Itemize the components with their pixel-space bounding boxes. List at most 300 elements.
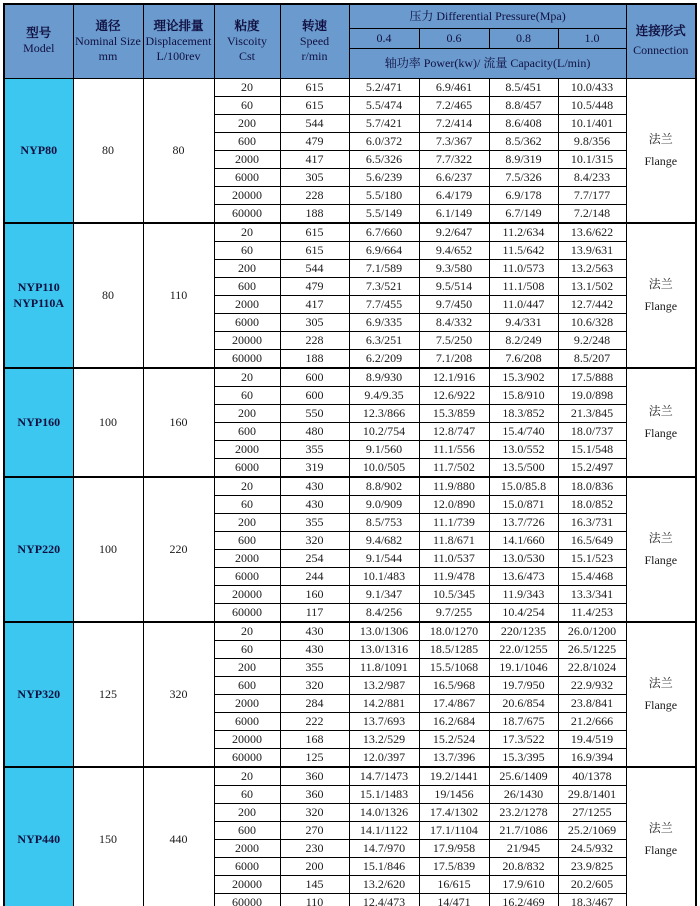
power-capacity-cell-0.6: 8.4/332 [419, 313, 489, 331]
power-capacity-cell-0.6: 9.3/580 [419, 259, 489, 277]
power-capacity-cell-0.4: 9.4/9.35 [349, 386, 419, 404]
power-capacity-cell-1.0: 8.5/207 [558, 349, 626, 368]
table-row [4, 78, 696, 96]
power-capacity-cell-0.8: 13.7/726 [489, 513, 558, 531]
header-pressure-value-3: 1.0 [558, 28, 626, 48]
connection-cell [626, 477, 696, 622]
power-capacity-cell-1.0: 22.9/932 [558, 676, 626, 694]
speed-cell: 615 [280, 241, 349, 259]
header-displacement-en: Displacement [145, 33, 212, 48]
speed-cell: 615 [280, 78, 349, 96]
power-capacity-cell-1.0: 16.5/649 [558, 531, 626, 549]
power-capacity-cell-0.4: 15.1/846 [349, 857, 419, 875]
power-capacity-cell-0.8: 21/945 [489, 839, 558, 857]
power-capacity-cell-1.0: 13.2/563 [558, 259, 626, 277]
power-capacity-cell-0.4: 13.0/1316 [349, 640, 419, 658]
displacement-cell: 440 [143, 767, 214, 906]
power-capacity-cell-1.0: 9.8/356 [558, 132, 626, 150]
speed-cell: 479 [280, 277, 349, 295]
power-capacity-cell-0.6: 19.2/1441 [419, 767, 489, 786]
viscosity-cell: 60000 [214, 893, 280, 906]
power-capacity-cell-0.8: 8.2/249 [489, 331, 558, 349]
speed-cell: 244 [280, 567, 349, 585]
power-capacity-cell-1.0: 22.8/1024 [558, 658, 626, 676]
header-pressure-value-2: 0.8 [489, 28, 558, 48]
power-capacity-cell-1.0: 24.5/932 [558, 839, 626, 857]
viscosity-cell: 2000 [214, 295, 280, 313]
displacement-cell: 110 [143, 223, 214, 368]
power-capacity-cell-0.4: 7.7/455 [349, 295, 419, 313]
power-capacity-cell-0.6: 14/471 [419, 893, 489, 906]
model-label: NYP320 [17, 687, 61, 701]
connection-zh: 法兰 [648, 132, 673, 146]
power-capacity-cell-1.0: 11.4/253 [558, 603, 626, 622]
power-capacity-cell-0.4: 12.4/473 [349, 893, 419, 906]
speed-cell: 305 [280, 168, 349, 186]
header-nominal-zh: 通径 [95, 18, 121, 33]
power-capacity-cell-0.4: 9.1/560 [349, 440, 419, 458]
power-capacity-cell-1.0: 15.1/548 [558, 440, 626, 458]
power-capacity-cell-1.0: 20.2/605 [558, 875, 626, 893]
nominal-size-cell: 100 [73, 368, 143, 477]
speed-cell: 615 [280, 223, 349, 242]
power-capacity-cell-0.8: 15.0/85.8 [489, 477, 558, 496]
viscosity-cell: 20000 [214, 730, 280, 748]
speed-cell: 168 [280, 730, 349, 748]
header-viscosity-unit: Cst [238, 48, 255, 63]
speed-cell: 430 [280, 495, 349, 513]
power-capacity-cell-0.8: 13.0/530 [489, 549, 558, 567]
power-capacity-cell-0.6: 9.7/450 [419, 295, 489, 313]
power-capacity-cell-1.0: 19.4/519 [558, 730, 626, 748]
connection-zh: 法兰 [648, 676, 673, 690]
speed-cell: 305 [280, 313, 349, 331]
power-capacity-cell-0.6: 6.4/179 [419, 186, 489, 204]
power-capacity-cell-0.8: 21.7/1086 [489, 821, 558, 839]
power-capacity-cell-1.0: 16.9/394 [558, 748, 626, 767]
speed-cell: 319 [280, 458, 349, 477]
table-row [4, 477, 696, 496]
viscosity-cell: 2000 [214, 549, 280, 567]
power-capacity-cell-1.0: 23.8/841 [558, 694, 626, 712]
header-viscosity-en: Viscoity [227, 33, 267, 48]
power-capacity-cell-0.8: 18.7/675 [489, 712, 558, 730]
power-capacity-cell-0.8: 11.9/343 [489, 585, 558, 603]
connection-en: Flange [644, 154, 678, 168]
viscosity-cell: 6000 [214, 567, 280, 585]
power-capacity-cell-1.0: 7.7/177 [558, 186, 626, 204]
viscosity-cell: 60000 [214, 349, 280, 368]
speed-cell: 355 [280, 658, 349, 676]
model-label: NYP440 [17, 832, 61, 846]
power-capacity-cell-0.6: 17.9/958 [419, 839, 489, 857]
speed-cell: 228 [280, 331, 349, 349]
power-capacity-cell-0.4: 5.5/149 [349, 204, 419, 223]
viscosity-cell: 200 [214, 114, 280, 132]
speed-cell: 117 [280, 603, 349, 622]
power-capacity-cell-1.0: 13.9/631 [558, 241, 626, 259]
speed-cell: 417 [280, 150, 349, 168]
viscosity-cell: 60 [214, 386, 280, 404]
power-capacity-cell-1.0: 23.9/825 [558, 857, 626, 875]
power-capacity-cell-0.4: 13.2/987 [349, 676, 419, 694]
speed-cell: 254 [280, 549, 349, 567]
power-capacity-cell-0.4: 10.1/483 [349, 567, 419, 585]
speed-cell: 360 [280, 767, 349, 786]
power-capacity-cell-0.4: 5.7/421 [349, 114, 419, 132]
power-capacity-cell-0.4: 9.0/909 [349, 495, 419, 513]
header-speed-en: Speed [299, 33, 330, 48]
model-cell [4, 622, 73, 767]
power-capacity-cell-0.8: 17.3/522 [489, 730, 558, 748]
power-capacity-cell-0.6: 11.9/478 [419, 567, 489, 585]
power-capacity-cell-0.6: 9.7/255 [419, 603, 489, 622]
power-capacity-cell-0.6: 7.7/322 [419, 150, 489, 168]
power-capacity-cell-1.0: 27/1255 [558, 803, 626, 821]
table-row [4, 622, 696, 641]
viscosity-cell: 2000 [214, 694, 280, 712]
power-capacity-cell-1.0: 15.4/468 [558, 567, 626, 585]
model-cell [4, 223, 73, 368]
power-capacity-cell-1.0: 29.8/1401 [558, 785, 626, 803]
connection-en: Flange [644, 843, 678, 857]
power-capacity-cell-1.0: 19.0/898 [558, 386, 626, 404]
power-capacity-cell-0.6: 7.1/208 [419, 349, 489, 368]
viscosity-cell: 20000 [214, 331, 280, 349]
viscosity-cell: 200 [214, 658, 280, 676]
power-capacity-cell-0.8: 15.3/902 [489, 368, 558, 387]
viscosity-cell: 60000 [214, 204, 280, 223]
power-capacity-cell-1.0: 18.0/737 [558, 422, 626, 440]
power-capacity-cell-1.0: 26.0/1200 [558, 622, 626, 641]
power-capacity-cell-1.0: 18.3/467 [558, 893, 626, 906]
viscosity-cell: 2000 [214, 150, 280, 168]
power-capacity-cell-0.4: 14.0/1326 [349, 803, 419, 821]
power-capacity-cell-0.8: 8.6/408 [489, 114, 558, 132]
speed-cell: 417 [280, 295, 349, 313]
speed-cell: 320 [280, 531, 349, 549]
header-speed-unit: r/min [301, 48, 328, 63]
viscosity-cell: 6000 [214, 313, 280, 331]
header-speed [280, 4, 349, 78]
power-capacity-cell-0.6: 15.2/524 [419, 730, 489, 748]
header-connection [626, 4, 696, 78]
power-capacity-cell-0.8: 22.0/1255 [489, 640, 558, 658]
speed-cell: 355 [280, 513, 349, 531]
power-capacity-cell-0.8: 8.5/451 [489, 78, 558, 96]
power-capacity-cell-0.4: 8.9/930 [349, 368, 419, 387]
power-capacity-cell-0.8: 6.9/178 [489, 186, 558, 204]
power-capacity-cell-0.8: 11.1/508 [489, 277, 558, 295]
power-capacity-cell-0.8: 17.9/610 [489, 875, 558, 893]
power-capacity-cell-0.6: 9.2/647 [419, 223, 489, 242]
power-capacity-cell-0.8: 220/1235 [489, 622, 558, 641]
power-capacity-cell-0.4: 15.1/1483 [349, 785, 419, 803]
speed-cell: 230 [280, 839, 349, 857]
power-capacity-cell-0.8: 8.5/362 [489, 132, 558, 150]
header-nominal-size [73, 4, 143, 78]
power-capacity-cell-0.4: 9.1/347 [349, 585, 419, 603]
power-capacity-cell-0.6: 6.1/149 [419, 204, 489, 223]
viscosity-cell: 600 [214, 676, 280, 694]
speed-cell: 544 [280, 114, 349, 132]
viscosity-cell: 20 [214, 477, 280, 496]
power-capacity-cell-0.6: 6.9/461 [419, 78, 489, 96]
power-capacity-cell-0.8: 7.6/208 [489, 349, 558, 368]
speed-cell: 270 [280, 821, 349, 839]
viscosity-cell: 6000 [214, 712, 280, 730]
header-power-capacity: 轴功率 Power(kw)/ 流量 Capacity(L/min) [349, 48, 626, 78]
power-capacity-cell-0.6: 7.2/414 [419, 114, 489, 132]
nominal-size-cell: 80 [73, 78, 143, 223]
power-capacity-cell-0.6: 15.5/1068 [419, 658, 489, 676]
speed-cell: 145 [280, 875, 349, 893]
power-capacity-cell-0.4: 11.8/1091 [349, 658, 419, 676]
power-capacity-cell-0.8: 11.2/634 [489, 223, 558, 242]
speed-cell: 355 [280, 440, 349, 458]
connection-cell [626, 368, 696, 477]
power-capacity-cell-0.4: 5.6/239 [349, 168, 419, 186]
power-capacity-cell-0.8: 11.0/573 [489, 259, 558, 277]
nominal-size-cell: 80 [73, 223, 143, 368]
viscosity-cell: 20 [214, 78, 280, 96]
nominal-size-cell: 125 [73, 622, 143, 767]
power-capacity-cell-0.6: 11.0/537 [419, 549, 489, 567]
nominal-size-cell: 100 [73, 477, 143, 622]
power-capacity-cell-0.4: 13.2/529 [349, 730, 419, 748]
connection-en: Flange [644, 553, 678, 567]
power-capacity-cell-1.0: 9.2/248 [558, 331, 626, 349]
power-capacity-cell-0.4: 8.4/256 [349, 603, 419, 622]
power-capacity-cell-0.4: 12.3/866 [349, 404, 419, 422]
power-capacity-cell-1.0: 10.1/315 [558, 150, 626, 168]
power-capacity-cell-0.6: 10.5/345 [419, 585, 489, 603]
power-capacity-cell-0.8: 13.6/473 [489, 567, 558, 585]
power-capacity-cell-0.6: 18.5/1285 [419, 640, 489, 658]
header-pressure-title: 压力 Differential Pressure(Mpa) [349, 4, 626, 28]
power-capacity-cell-0.4: 6.9/664 [349, 241, 419, 259]
viscosity-cell: 600 [214, 132, 280, 150]
header-model-zh: 型号 [26, 26, 52, 41]
power-capacity-cell-0.6: 16.5/968 [419, 676, 489, 694]
power-capacity-cell-0.8: 13.5/500 [489, 458, 558, 477]
connection-zh: 法兰 [648, 531, 673, 545]
power-capacity-cell-0.4: 7.1/589 [349, 259, 419, 277]
power-capacity-cell-0.8: 18.3/852 [489, 404, 558, 422]
viscosity-cell: 20 [214, 223, 280, 242]
viscosity-cell: 20000 [214, 186, 280, 204]
power-capacity-cell-1.0: 13.3/341 [558, 585, 626, 603]
power-capacity-cell-0.8: 10.4/254 [489, 603, 558, 622]
power-capacity-cell-1.0: 25.2/1069 [558, 821, 626, 839]
viscosity-cell: 200 [214, 803, 280, 821]
power-capacity-cell-0.4: 5.5/180 [349, 186, 419, 204]
power-capacity-cell-0.6: 19/1456 [419, 785, 489, 803]
connection-zh: 法兰 [648, 277, 673, 291]
speed-cell: 480 [280, 422, 349, 440]
connection-cell [626, 78, 696, 223]
connection-en: Flange [644, 426, 678, 440]
speed-cell: 125 [280, 748, 349, 767]
header-pressure-value-0: 0.4 [349, 28, 419, 48]
header-connection-en: Connection [633, 43, 689, 58]
pump-spec-table [3, 3, 697, 906]
power-capacity-cell-0.6: 16/615 [419, 875, 489, 893]
power-capacity-cell-0.6: 7.3/367 [419, 132, 489, 150]
power-capacity-cell-0.6: 6.6/237 [419, 168, 489, 186]
viscosity-cell: 20 [214, 368, 280, 387]
power-capacity-cell-0.6: 15.3/859 [419, 404, 489, 422]
power-capacity-cell-0.8: 23.2/1278 [489, 803, 558, 821]
power-capacity-cell-0.6: 16.2/684 [419, 712, 489, 730]
speed-cell: 430 [280, 622, 349, 641]
power-capacity-cell-1.0: 16.3/731 [558, 513, 626, 531]
table-row [4, 767, 696, 786]
viscosity-cell: 6000 [214, 458, 280, 477]
viscosity-cell: 20 [214, 767, 280, 786]
viscosity-cell: 2000 [214, 839, 280, 857]
model-cell [4, 78, 73, 223]
power-capacity-cell-0.8: 8.9/319 [489, 150, 558, 168]
speed-cell: 615 [280, 96, 349, 114]
power-capacity-cell-1.0: 10.0/433 [558, 78, 626, 96]
connection-cell [626, 767, 696, 906]
viscosity-cell: 600 [214, 422, 280, 440]
power-capacity-cell-0.8: 15.8/910 [489, 386, 558, 404]
power-capacity-cell-0.6: 7.2/465 [419, 96, 489, 114]
power-capacity-cell-1.0: 17.5/888 [558, 368, 626, 387]
power-capacity-cell-0.6: 9.5/514 [419, 277, 489, 295]
viscosity-cell: 60000 [214, 603, 280, 622]
displacement-cell: 160 [143, 368, 214, 477]
speed-cell: 228 [280, 186, 349, 204]
power-capacity-cell-0.6: 11.8/671 [419, 531, 489, 549]
viscosity-cell: 200 [214, 259, 280, 277]
header-nominal-unit: mm [98, 48, 118, 63]
power-capacity-cell-0.8: 7.5/326 [489, 168, 558, 186]
power-capacity-cell-1.0: 18.0/836 [558, 477, 626, 496]
viscosity-cell: 20 [214, 622, 280, 641]
viscosity-cell: 6000 [214, 857, 280, 875]
power-capacity-cell-0.4: 10.0/505 [349, 458, 419, 477]
header-speed-zh: 转速 [301, 18, 327, 33]
power-capacity-cell-1.0: 21.3/845 [558, 404, 626, 422]
power-capacity-cell-0.6: 17.1/1104 [419, 821, 489, 839]
power-capacity-cell-0.6: 13.7/396 [419, 748, 489, 767]
power-capacity-cell-0.4: 13.0/1306 [349, 622, 419, 641]
power-capacity-cell-0.6: 11.1/739 [419, 513, 489, 531]
power-capacity-cell-0.8: 8.8/457 [489, 96, 558, 114]
speed-cell: 188 [280, 204, 349, 223]
power-capacity-cell-0.8: 13.0/552 [489, 440, 558, 458]
speed-cell: 200 [280, 857, 349, 875]
power-capacity-cell-1.0: 18.0/852 [558, 495, 626, 513]
model-cell [4, 477, 73, 622]
viscosity-cell: 60 [214, 96, 280, 114]
power-capacity-cell-0.8: 19.1/1046 [489, 658, 558, 676]
power-capacity-cell-0.4: 8.5/753 [349, 513, 419, 531]
model-label: NYP160 [17, 415, 61, 429]
power-capacity-cell-0.4: 6.3/251 [349, 331, 419, 349]
power-capacity-cell-0.4: 5.5/474 [349, 96, 419, 114]
header-viscosity [214, 4, 280, 78]
viscosity-cell: 2000 [214, 440, 280, 458]
viscosity-cell: 60 [214, 785, 280, 803]
power-capacity-cell-1.0: 10.6/328 [558, 313, 626, 331]
speed-cell: 160 [280, 585, 349, 603]
power-capacity-cell-0.6: 17.4/1302 [419, 803, 489, 821]
header-model-en: Model [23, 41, 55, 56]
model-label: NYP110 [17, 280, 60, 294]
power-capacity-cell-1.0: 10.1/401 [558, 114, 626, 132]
power-capacity-cell-0.4: 6.9/335 [349, 313, 419, 331]
power-capacity-cell-0.8: 25.6/1409 [489, 767, 558, 786]
model-label: NYP80 [20, 143, 58, 157]
speed-cell: 284 [280, 694, 349, 712]
table-row [4, 223, 696, 242]
power-capacity-cell-0.4: 6.7/660 [349, 223, 419, 242]
viscosity-cell: 60000 [214, 748, 280, 767]
viscosity-cell: 20000 [214, 875, 280, 893]
connection-zh: 法兰 [648, 821, 673, 835]
header-displacement-unit: L/100rev [156, 48, 201, 63]
power-capacity-cell-0.6: 12.6/922 [419, 386, 489, 404]
power-capacity-cell-0.4: 5.2/471 [349, 78, 419, 96]
viscosity-cell: 600 [214, 821, 280, 839]
power-capacity-cell-0.8: 15.3/395 [489, 748, 558, 767]
power-capacity-cell-1.0: 40/1378 [558, 767, 626, 786]
power-capacity-cell-1.0: 7.2/148 [558, 204, 626, 223]
viscosity-cell: 20000 [214, 585, 280, 603]
viscosity-cell: 200 [214, 404, 280, 422]
power-capacity-cell-0.6: 12.0/890 [419, 495, 489, 513]
viscosity-cell: 60 [214, 495, 280, 513]
power-capacity-cell-1.0: 13.1/502 [558, 277, 626, 295]
power-capacity-cell-0.8: 26/1430 [489, 785, 558, 803]
power-capacity-cell-0.4: 14.7/970 [349, 839, 419, 857]
header-displacement-zh: 理论排量 [153, 18, 204, 33]
nominal-size-cell: 150 [73, 767, 143, 906]
power-capacity-cell-1.0: 10.5/448 [558, 96, 626, 114]
model-cell [4, 368, 73, 477]
model-label: NYP110A [13, 296, 65, 310]
power-capacity-cell-0.8: 20.8/832 [489, 857, 558, 875]
speed-cell: 600 [280, 386, 349, 404]
power-capacity-cell-1.0: 12.7/442 [558, 295, 626, 313]
power-capacity-cell-0.6: 17.4/867 [419, 694, 489, 712]
power-capacity-cell-0.8: 6.7/149 [489, 204, 558, 223]
power-capacity-cell-0.4: 14.7/1473 [349, 767, 419, 786]
power-capacity-cell-0.6: 12.8/747 [419, 422, 489, 440]
speed-cell: 320 [280, 676, 349, 694]
power-capacity-cell-0.8: 16.2/469 [489, 893, 558, 906]
speed-cell: 550 [280, 404, 349, 422]
power-capacity-cell-0.8: 9.4/331 [489, 313, 558, 331]
power-capacity-cell-0.6: 18.0/1270 [419, 622, 489, 641]
displacement-cell: 220 [143, 477, 214, 622]
displacement-cell: 320 [143, 622, 214, 767]
power-capacity-cell-1.0: 15.2/497 [558, 458, 626, 477]
power-capacity-cell-1.0: 26.5/1225 [558, 640, 626, 658]
power-capacity-cell-0.4: 10.2/754 [349, 422, 419, 440]
speed-cell: 320 [280, 803, 349, 821]
displacement-cell: 80 [143, 78, 214, 223]
header-nominal-en: Nominal Size [75, 33, 141, 48]
power-capacity-cell-0.6: 9.4/652 [419, 241, 489, 259]
table-row [4, 368, 696, 387]
power-capacity-cell-1.0: 8.4/233 [558, 168, 626, 186]
connection-zh: 法兰 [648, 404, 673, 418]
